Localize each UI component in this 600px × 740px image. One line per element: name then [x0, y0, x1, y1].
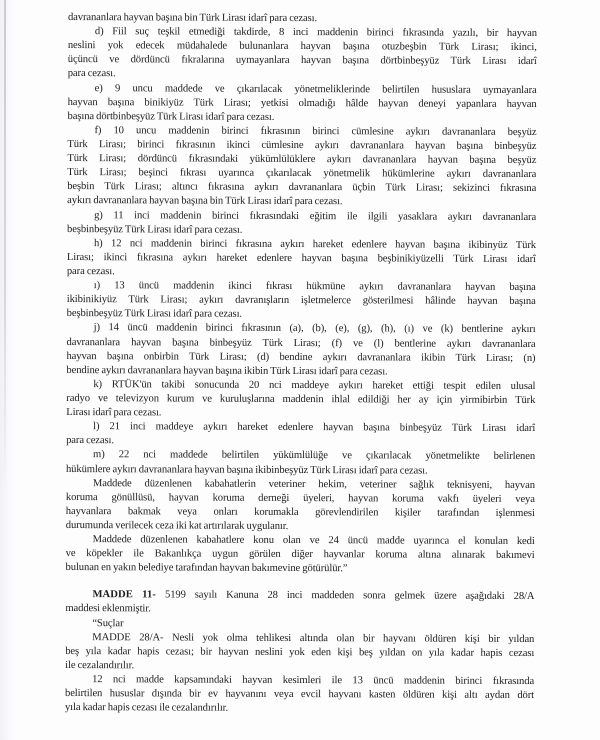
- text-line: Türk Lirası; dördüncü fıkrasındaki yükümlülüklere aykırı davrananlara hayvan başına beşyüz: [67, 153, 537, 167]
- text-line: Türk Lirası; beşinci fıkrası uyarınca çıkarılacak yönetmelik hükümlerine aykırı davrananlara: [67, 167, 537, 181]
- text-line: bendine aykırı davrananlara hayvan başına ikibin Türk Lirası idarî para cezası.: [66, 364, 388, 378]
- text-line: Maddede düzenlenen kabahatlere konu olan ve 24 üncü madde uyarınca el konulan kedi: [92, 534, 535, 548]
- scan-edge-shadow: [0, 0, 15, 740]
- text-line: maddesi eklenmiştir.: [65, 603, 151, 615]
- text-line: ve köpekler ile Bakanlıkça uygun görülen diğer hayvanlar koruma altına alınarak bakımevi: [65, 548, 535, 562]
- text-line: üçüncü ve dördüncü fıkralarına uymayanlara hayvan başına dörtbinbeşyüz Türk Lirası idarî: [67, 54, 537, 68]
- text-line: başına dörtbinbeşyüz Türk Lirası idarî para cezası.: [67, 110, 275, 123]
- text-line: aykırı davrananlara hayvan başına bin Türk Lirası idarî para cezası.: [67, 195, 343, 208]
- article-heading-bold: MADDE 11-: [92, 589, 157, 601]
- text-line: “Suçlar: [92, 617, 124, 629]
- text-line: Lirası; ikinci fıkrasına aykırı hareket edenlere hayvan başına beşbinikiyüzelli Türk Lirası idarî: [66, 251, 536, 265]
- text-line: h) 12 nci maddenin birinci fıkrasına aykırı hareket edenlere hayvan başına ikibinyüz Türk: [93, 237, 537, 251]
- text-line: radyo ve televizyon kurum ve kuruluşlarına maddenin ihlal edildiği her ay için yirmibirbin Türk: [66, 392, 536, 406]
- text-line: Türk Lirası; birinci fıkrasının ikinci cümlesine aykırı davrananlara hayvan başına binbeşyüz: [67, 138, 537, 153]
- text-line: neslini yok edecek müdahalede bulunanlara hayvan başına otuzbeşbin Türk Lirası; ikinci,: [67, 40, 537, 54]
- text-line: belirtilen hususlar dışında bir ev hayvanını veya evcil hayvanı kasten öldüren kişi altı aydan dört: [64, 688, 535, 702]
- text-line: g) 11 inci maddenin birinci fıkrasındaki eğitim ile ilgili yasaklara aykırı davrananlara: [94, 209, 537, 223]
- text-line: MADDE 28/A- Nesli yok olma tehlikesi altında olan bir hayvanı öldüren kişi bir yıldan: [92, 631, 535, 645]
- scan-artifact-line: [4, 0, 6, 490]
- text-line: l) 21 inci maddeye aykırı hareket edenlere hayvan başına binbeşyüz Türk Lirası idarî: [93, 421, 536, 435]
- text-line: hayvan başına binikiyüz Türk Lirası; yetkisi olmadığı hâlde hayvan deneyi yapanlara hayvan: [67, 96, 537, 110]
- text-line: yıla kadar hapis cezası ile cezalandırılır.: [64, 702, 229, 714]
- text-line: para cezası.: [66, 265, 115, 278]
- text-line: beşbinbeşyüz Türk Lirası idarî para cezası.: [67, 223, 243, 236]
- text-line: ile cezalandırılır.: [65, 659, 135, 672]
- text-line: MADDE 11- 5199 sayılı Kanuna 28 inci maddeden sonra gelmek üzere aşağıdaki 28/A: [92, 589, 535, 603]
- text-line: ikibinikiyüz Türk Lirası; aykırı davranışların işletmelerce gösterilmesi hâlinde hayvan başına: [66, 294, 536, 308]
- text-line: e) 9 uncu maddede ve çıkarılacak yönetmeliklerinde belirtilen hususlara uymayanlara: [94, 82, 537, 96]
- text-line: koruma gönüllüsü, hayvan koruma derneği üyeleri, hayvan koruma vakfı üyeleri veya: [65, 491, 535, 505]
- text-line: 12 nci madde kapsamındaki hayvan kesimleri ile 13 üncü maddenin birinci fıkrasında: [92, 674, 535, 688]
- text-line: davrananlara hayvan başına binbeşyüz Türk Lirası; (f) ve (l) bentlerine aykırı davrananlara: [66, 336, 536, 350]
- text-line: d) Fiil suç teşkil etmediği takdirde, 8 inci maddenin birinci fıkrasında yazılı, bir hayvan: [94, 26, 537, 40]
- text-line: k) RTÜK'ün takibi sonucunda 20 nci maddeye aykırı hareket ettiği tespit edilen ulusal: [93, 378, 536, 392]
- text-line: j) 14 üncü maddenin birinci fıkrasının (a), (b), (e), (g), (h), (ı) ve (k) bentlerine aykırı: [93, 322, 536, 336]
- text-line: beş yıla kadar hapis cezası; bir hayvan neslini yok eden kişi beş yıldan on yıla kadar hapis cezası: [65, 645, 535, 659]
- text-line: ı) 13 üncü maddenin ikinci fıkrası hükmüne aykırı davrananlara hayvan başına: [93, 280, 536, 294]
- text-line: para cezası.: [67, 68, 116, 80]
- text-line: Lirası idarî para cezası.: [66, 407, 162, 419]
- text-line: beşbinbeşyüz Türk Lirası idarî para cezası.: [66, 308, 242, 321]
- text-line: bulunan en yakın belediye tarafından hayvan bakımevine götürülür.”: [65, 562, 348, 575]
- text-line: hükümlere aykırı davrananlara hayvan başına ikibinbeşyüz Türk Lirası idarî para cezası.: [65, 463, 428, 477]
- text-line: Maddede düzenlenen kabahatlerin veteriner hekim, veteriner sağlık teknisyeni, hayvan: [92, 477, 535, 491]
- text-line: davrananlara hayvan başına bin Türk Lirası idarî para cezası.: [67, 11, 318, 25]
- text-line: hayvan başına onbirbin Türk Lirası; (d) bendine aykırı davrananlara ikibin Türk Lirası; (n): [66, 350, 536, 364]
- text-line: m) 22 nci maddede belirtilen yükümlülüğe ve çıkarılacak yönetmelikte belirlenen: [93, 449, 536, 463]
- text-line: para cezası.: [66, 435, 114, 447]
- text-line: f) 10 uncu maddenin birinci fıkrasının birinci cümlesine aykırı davrananlara beşyüz: [94, 124, 537, 138]
- text-line: beşbin Türk Lirası; altıncı fıkrasına aykırı davrananlara üçbin Türk Lirası; sekizinci fıkrasına: [67, 181, 537, 195]
- text-line: hayvanlara bakmak veya onları korumakla görevlendirilen kişiler tarafından işlenmesi: [65, 505, 535, 519]
- text-line: durumunda verilecek ceza iki kat artırılarak uygulanır.: [65, 519, 289, 532]
- document-text: [65, 11, 537, 717]
